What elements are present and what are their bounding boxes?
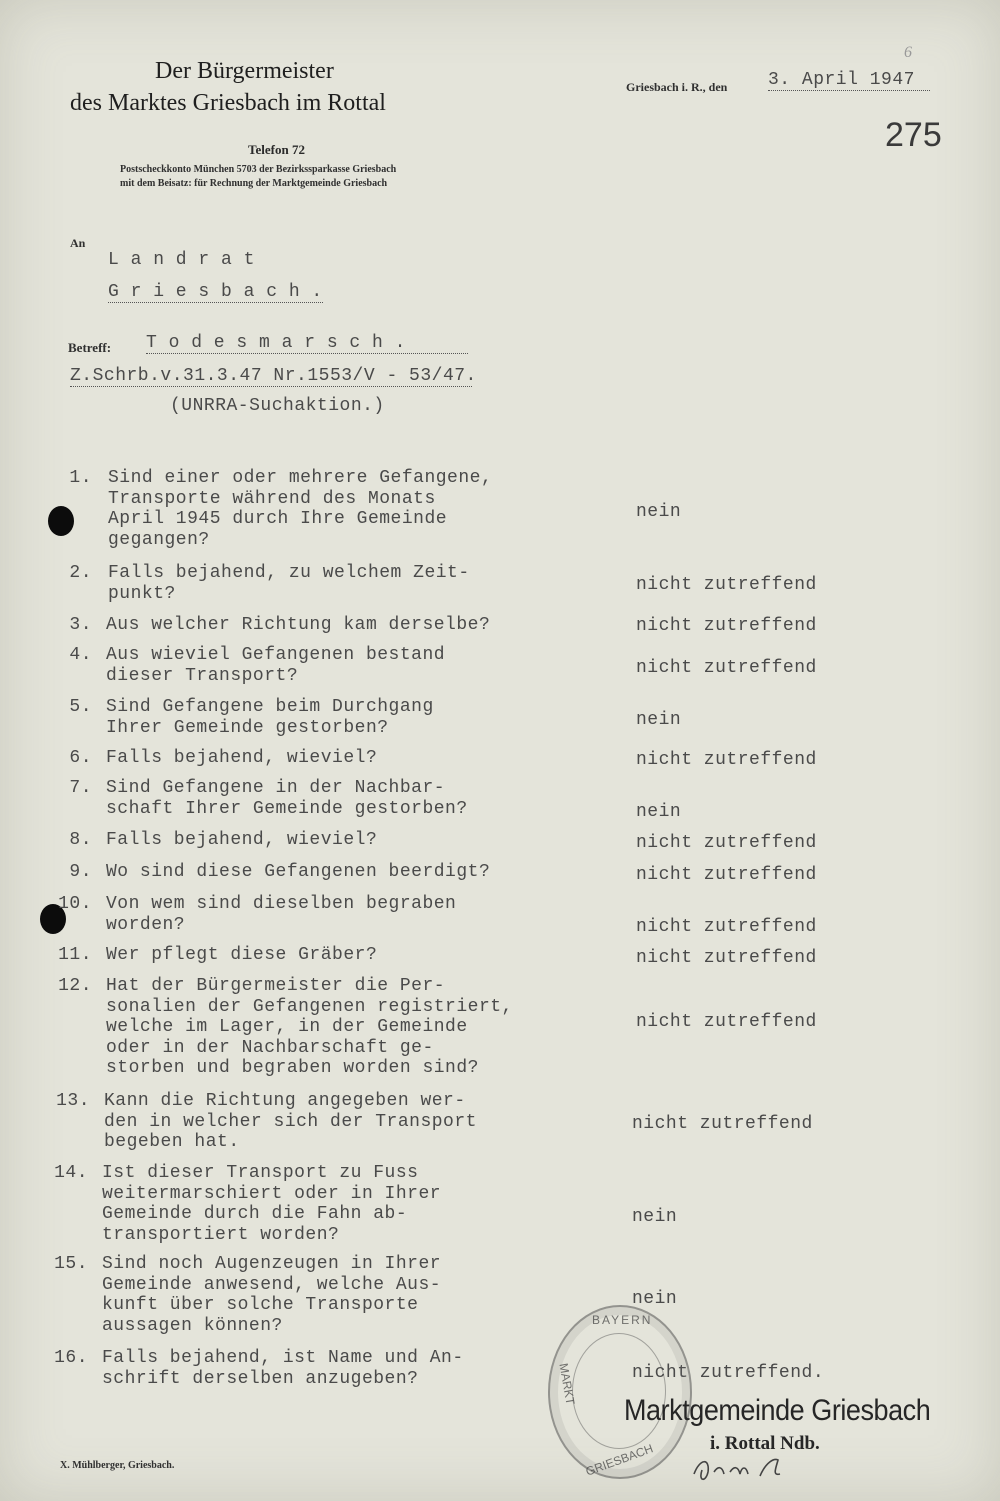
- subject-line3: (UNRRA-Suchaktion.): [170, 396, 385, 416]
- file-number: 275: [885, 116, 942, 154]
- question-number: 5.: [69, 697, 92, 717]
- seal-text-top: BAYERN: [592, 1313, 653, 1327]
- letterhead-telefon: Telefon 72: [248, 142, 305, 157]
- question-text: Sind Gefangene in der Nachbar- schaft Ihrer Gemeinde gestorben?: [106, 778, 468, 819]
- question-number: 6.: [69, 748, 92, 768]
- answer: nicht zutreffend: [636, 750, 817, 770]
- question-number: 11.: [58, 945, 92, 965]
- handwritten-mark: 6: [904, 44, 912, 61]
- answer: nein: [636, 502, 682, 522]
- recipient-line2: G r i e s b a c h .: [108, 282, 323, 302]
- question-text: Wo sind diese Gefangenen beerdigt?: [106, 862, 491, 882]
- place-label: Griesbach i. R., den: [626, 80, 728, 94]
- question-text: Von wem sind dieselben begraben worden?: [106, 894, 457, 935]
- letter-date: 3. April 1947: [768, 70, 930, 91]
- question-number: 2.: [69, 563, 92, 583]
- letterhead-beisatz: mit dem Beisatz: für Rechnung der Marktgemeinde Griesbach: [120, 178, 388, 189]
- question-text: Falls bejahend, zu welchem Zeit- punkt?: [108, 563, 470, 604]
- letterhead-line1: Der Bürgermeister: [155, 58, 334, 84]
- rubber-stamp-line2: i. Rottal Ndb.: [710, 1433, 820, 1454]
- question-text: Sind einer oder mehrere Gefangene, Transporte während des Monats April 1945 durch Ihre Gemeinde gegangen?: [108, 468, 493, 550]
- answer: nicht zutreffend: [636, 833, 817, 853]
- answer: nicht zutreffend: [636, 658, 817, 678]
- seal-text-bottom: GRIESBACH: [583, 1441, 655, 1479]
- question-text: Aus welcher Richtung kam derselbe?: [106, 615, 491, 635]
- answer: nicht zutreffend: [636, 917, 817, 937]
- question-number: 8.: [69, 830, 92, 850]
- punch-hole: [48, 506, 74, 536]
- question-number: 14.: [54, 1163, 88, 1183]
- answer: nicht zutreffend: [636, 865, 817, 885]
- question-text: Sind noch Augenzeugen in Ihrer Gemeinde anwesend, welche Aus- kunft über solche Transporte aussagen können?: [102, 1254, 442, 1336]
- answer: nicht zutreffend: [636, 1012, 817, 1032]
- subject-line2: Z.Schrb.v.31.3.47 Nr.1553/V - 53/47.: [70, 366, 477, 386]
- question-text: Wer pflegt diese Gräber?: [106, 945, 378, 965]
- answer: nein: [636, 710, 682, 730]
- question-number: 1.: [69, 468, 92, 488]
- question-text: Falls bejahend, wieviel?: [106, 830, 378, 850]
- question-text: Sind Gefangene beim Durchgang Ihrer Gemeinde gestorben?: [106, 697, 434, 738]
- answer: nein: [632, 1289, 678, 1309]
- letterhead-line2: des Marktes Griesbach im Rottal: [70, 90, 386, 116]
- rubber-stamp-line1: Marktgemeinde Griesbach: [624, 1394, 931, 1427]
- seal-text-left: MARKT: [556, 1362, 578, 1406]
- recipient-line1: L a n d r a t: [108, 250, 255, 270]
- question-text: Falls bejahend, wieviel?: [106, 748, 378, 768]
- question-text: Ist dieser Transport zu Fuss weitermarschiert oder in Ihrer Gemeinde durch die Fahn ab- transportiert worden?: [102, 1163, 442, 1245]
- answer: nein: [632, 1207, 678, 1227]
- question-text: Hat der Bürgermeister die Per- sonalien der Gefangenen registriert, welche im Lager, in der Gemeinde oder in der Nachbarschaft ge- storben und begraben worden sind?: [106, 976, 513, 1078]
- answer: nicht zutreffend: [636, 575, 817, 595]
- question-text: Aus wieviel Gefangenen bestand dieser Transport?: [106, 645, 446, 686]
- seal-inner-ring: [572, 1333, 666, 1449]
- question-number: 13.: [56, 1091, 90, 1111]
- question-number: 16.: [54, 1348, 88, 1368]
- subject-label: Betreff:: [68, 340, 112, 355]
- recipient-an-label: An: [70, 236, 86, 250]
- question-number: 12.: [58, 976, 92, 996]
- official-seal: [548, 1305, 692, 1479]
- signature: [690, 1452, 800, 1486]
- answer: nicht zutreffend.: [632, 1363, 825, 1383]
- subject-line1: T o d e s m a r s c h .: [146, 333, 468, 354]
- answer: nicht zutreffend: [632, 1114, 813, 1134]
- answer: nicht zutreffend: [636, 616, 817, 636]
- question-text: Falls bejahend, ist Name und An- schrift derselben anzugeben?: [102, 1348, 464, 1389]
- question-number: 15.: [54, 1254, 88, 1274]
- question-number: 7.: [69, 778, 92, 798]
- printer-imprint: X. Mühlberger, Griesbach.: [60, 1460, 175, 1471]
- question-text: Kann die Richtung angegeben wer- den in welcher sich der Transport begeben hat.: [104, 1091, 477, 1152]
- letterhead-postcheck: Postscheckkonto München 5703 der Bezirkssparkasse Griesbach: [120, 164, 397, 175]
- question-number: 3.: [69, 615, 92, 635]
- question-number: 10.: [58, 894, 92, 914]
- question-number: 4.: [69, 645, 92, 665]
- question-number: 9.: [69, 862, 92, 882]
- answer: nein: [636, 802, 682, 822]
- answer: nicht zutreffend: [636, 948, 817, 968]
